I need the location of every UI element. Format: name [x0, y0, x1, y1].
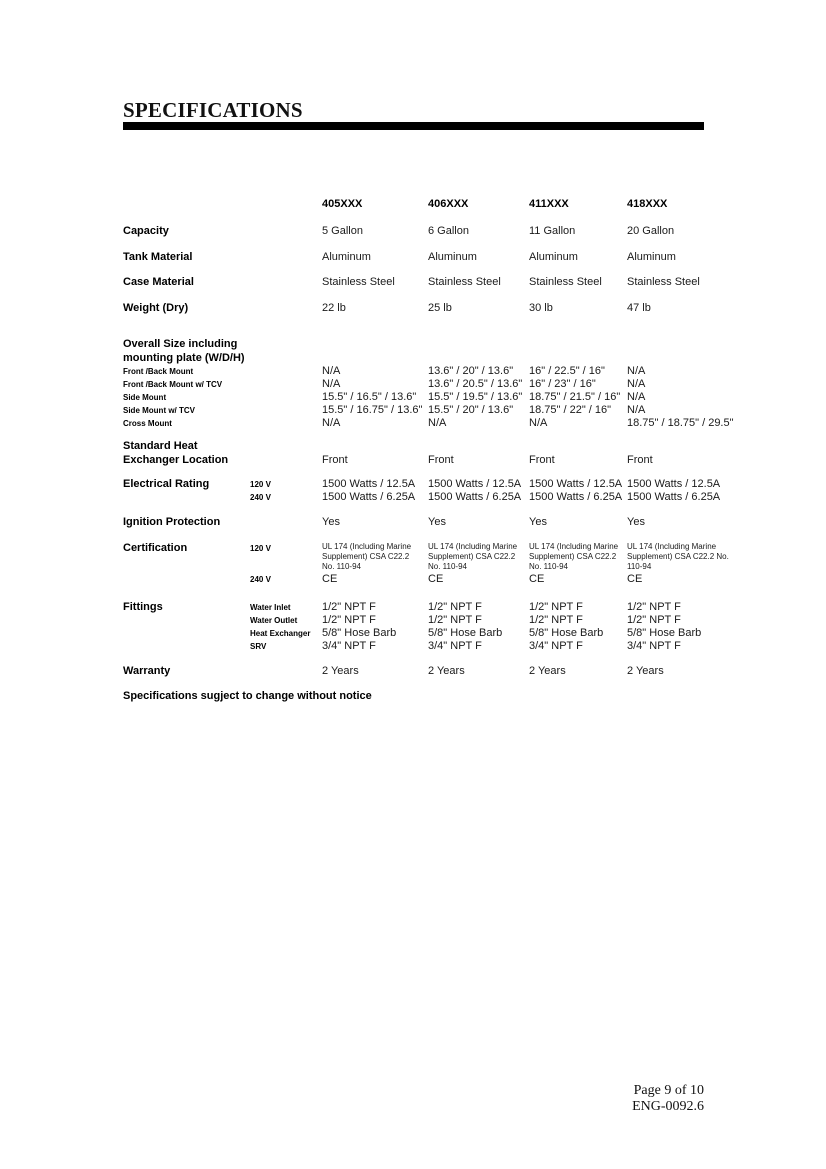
- footer-note: Specifications sugject to change without notice: [123, 690, 372, 702]
- row-front-back-mount-tcv: [123, 378, 763, 391]
- row-side-mount: [123, 391, 763, 404]
- spec-table: [123, 198, 763, 703]
- spec-cell: 20 Gallon: [627, 225, 675, 237]
- spec-cell: 15.5" / 16.5" / 13.6": [322, 391, 417, 403]
- spec-cell: 16" / 23" / 16": [529, 378, 596, 390]
- sub-label-240v: 240 V: [250, 575, 271, 584]
- row-ignition-protection: [123, 516, 763, 529]
- spec-cell: 16" / 22.5" / 16": [529, 365, 605, 377]
- sub-label-120v: 120 V: [250, 480, 271, 489]
- spec-cell: Aluminum: [428, 251, 477, 263]
- sub-label-heat-exchanger: Heat Exchanger: [250, 629, 311, 638]
- sub-label-srv: SRV: [250, 642, 267, 651]
- spec-cell: 3/4" NPT F: [428, 640, 482, 652]
- row-heat-exchanger-location: [123, 439, 763, 467]
- model-header-411xxx: 411XXX: [529, 198, 569, 210]
- row-label-fittings: Fittings: [123, 601, 163, 613]
- row-label-overall-size: Overall Size including mounting plate (W/D/H): [123, 338, 245, 364]
- row-overall-size-heading: [123, 337, 763, 365]
- spec-cell: Stainless Steel: [529, 276, 602, 288]
- spec-cell: 22 lb: [322, 302, 346, 314]
- spec-cell: 1500 Watts / 6.25A: [322, 491, 416, 503]
- spec-cell: 1500 Watts / 6.25A: [428, 491, 522, 503]
- row-certification-240v: [123, 573, 763, 586]
- spec-cell: Front: [428, 454, 454, 466]
- spec-cell: 5/8" Hose Barb: [529, 627, 604, 639]
- spec-cell: 3/4" NPT F: [627, 640, 681, 652]
- row-weight-dry: [123, 302, 763, 315]
- model-header-405xxx: 405XXX: [322, 198, 363, 210]
- spec-cell: 2 Years: [428, 665, 465, 677]
- row-fittings-water-outlet: [123, 614, 763, 627]
- row-label-capacity: Capacity: [123, 225, 169, 237]
- row-certification-120v: [123, 542, 763, 573]
- spec-cell: 1/2" NPT F: [627, 601, 681, 613]
- spec-cell: 5/8" Hose Barb: [322, 627, 397, 639]
- spec-cell: 15.5" / 19.5" / 13.6": [428, 391, 523, 403]
- spec-cell: CE: [322, 573, 338, 585]
- spec-cell: 1500 Watts / 12.5A: [627, 478, 721, 490]
- spec-cell: 3/4" NPT F: [529, 640, 583, 652]
- row-label-case-material: Case Material: [123, 276, 194, 288]
- row-label-front-back-mount-tcv: Front /Back Mount w/ TCV: [123, 380, 223, 389]
- spec-cell: 18.75" / 22" / 16": [529, 404, 612, 416]
- spec-cell: 1/2" NPT F: [529, 614, 583, 626]
- row-label-electrical-rating: Electrical Rating: [123, 478, 210, 490]
- spec-cell: 2 Years: [529, 665, 566, 677]
- spec-cell: 1/2" NPT F: [529, 601, 583, 613]
- spec-cell: CE: [529, 573, 545, 585]
- model-header-418xxx: 418XXX: [627, 198, 668, 210]
- row-label-front-back-mount: Front /Back Mount: [123, 367, 194, 376]
- spec-cell: Aluminum: [529, 251, 578, 263]
- spec-cell: 6 Gallon: [428, 225, 469, 237]
- spec-cell: N/A: [322, 378, 341, 390]
- spec-cell: 5/8" Hose Barb: [627, 627, 702, 639]
- spec-cell: 1500 Watts / 12.5A: [428, 478, 522, 490]
- spec-cell: 1500 Watts / 6.25A: [627, 491, 721, 503]
- title-rule: [123, 122, 704, 130]
- row-warranty: [123, 665, 763, 678]
- spec-cell: UL 174 (Including Marine Supplement) CSA C22.2 No. 110-94: [529, 542, 619, 571]
- model-header-row: [123, 198, 763, 211]
- spec-cell: 1/2" NPT F: [428, 601, 482, 613]
- sub-label-240v: 240 V: [250, 493, 271, 502]
- spec-cell: Yes: [529, 516, 547, 528]
- spec-cell: 2 Years: [322, 665, 359, 677]
- spec-cell: 5 Gallon: [322, 225, 363, 237]
- spec-cell: N/A: [322, 417, 341, 429]
- spec-cell: 1/2" NPT F: [322, 601, 376, 613]
- spec-cell: 13.6" / 20" / 13.6": [428, 365, 514, 377]
- row-label-side-mount: Side Mount: [123, 393, 167, 402]
- row-fittings-water-inlet: [123, 601, 763, 614]
- spec-cell: Aluminum: [627, 251, 676, 263]
- spec-cell: 3/4" NPT F: [322, 640, 376, 652]
- page-footer: [632, 1083, 704, 1115]
- spec-cell: N/A: [627, 378, 646, 390]
- row-label-tank-material: Tank Material: [123, 251, 193, 263]
- spec-cell: N/A: [627, 391, 646, 403]
- spec-cell: Yes: [322, 516, 340, 528]
- page-number: Page 9 of 10: [633, 1083, 704, 1098]
- row-label-warranty: Warranty: [123, 665, 171, 677]
- spec-cell: Yes: [428, 516, 446, 528]
- spec-cell: 11 Gallon: [529, 225, 576, 237]
- row-case-material: [123, 276, 763, 289]
- spec-cell: Stainless Steel: [322, 276, 395, 288]
- spec-cell: 47 lb: [627, 302, 651, 314]
- row-label-cross-mount: Cross Mount: [123, 419, 172, 428]
- row-fittings-heat-exchanger: [123, 627, 763, 640]
- row-tank-material: [123, 251, 763, 264]
- spec-cell: 13.6" / 20.5" / 13.6": [428, 378, 523, 390]
- row-electrical-rating-120v: [123, 478, 763, 491]
- row-fittings-srv: [123, 640, 763, 653]
- spec-cell: Front: [627, 454, 653, 466]
- model-header-406xxx: 406XXX: [428, 198, 469, 210]
- spec-cell: UL 174 (Including Marine Supplement) CSA C22.2 No. 110-94: [322, 542, 412, 571]
- spec-cell: Stainless Steel: [428, 276, 501, 288]
- spec-cell: 18.75" / 18.75" / 29.5": [627, 417, 734, 429]
- spec-cell: 15.5" / 16.75" / 13.6": [322, 404, 423, 416]
- spec-cell: 1/2" NPT F: [627, 614, 681, 626]
- sub-label-water-outlet: Water Outlet: [250, 616, 298, 625]
- row-label-certification: Certification: [123, 542, 188, 554]
- spec-cell: Yes: [627, 516, 645, 528]
- spec-cell: 1500 Watts / 6.25A: [529, 491, 623, 503]
- row-label-heat-exchanger-location: Standard Heat Exchanger Location: [123, 440, 229, 466]
- spec-cell: N/A: [529, 417, 548, 429]
- spec-cell: 2 Years: [627, 665, 664, 677]
- page-title: SPECIFICATIONS: [123, 98, 303, 122]
- spec-cell: 18.75" / 21.5" / 16": [529, 391, 621, 403]
- spec-cell: Front: [322, 454, 348, 466]
- spec-cell: N/A: [322, 365, 341, 377]
- spec-cell: 5/8" Hose Barb: [428, 627, 503, 639]
- row-electrical-rating-240v: [123, 491, 763, 504]
- spec-cell: Aluminum: [322, 251, 371, 263]
- spec-cell: N/A: [627, 365, 646, 377]
- spec-cell: UL 174 (Including Marine Supplement) CSA C22.2 No. 110-94: [428, 542, 518, 571]
- spec-cell: CE: [627, 573, 643, 585]
- spec-cell: N/A: [627, 404, 646, 416]
- spec-cell: 1500 Watts / 12.5A: [529, 478, 623, 490]
- row-side-mount-tcv: [123, 404, 763, 417]
- row-capacity: [123, 225, 763, 238]
- row-cross-mount: [123, 417, 763, 430]
- row-label-side-mount-tcv: Side Mount w/ TCV: [123, 406, 195, 415]
- spec-cell: 25 lb: [428, 302, 452, 314]
- spec-cell: N/A: [428, 417, 447, 429]
- spec-cell: 1500 Watts / 12.5A: [322, 478, 416, 490]
- spec-cell: UL 174 (Including Marine Supplement) CSA C22.2 No. 110-94: [627, 542, 729, 571]
- sub-label-water-inlet: Water Inlet: [250, 603, 291, 612]
- spec-cell: Front: [529, 454, 555, 466]
- spec-cell: 30 lb: [529, 302, 553, 314]
- row-front-back-mount: [123, 365, 763, 378]
- sub-label-120v: 120 V: [250, 544, 271, 553]
- spec-cell: CE: [428, 573, 444, 585]
- spec-cell: Stainless Steel: [627, 276, 700, 288]
- row-label-ignition-protection: Ignition Protection: [123, 516, 221, 528]
- doc-number: ENG-0092.6: [632, 1099, 704, 1114]
- spec-cell: 1/2" NPT F: [322, 614, 376, 626]
- spec-cell: 15.5" / 20" / 13.6": [428, 404, 514, 416]
- spec-cell: 1/2" NPT F: [428, 614, 482, 626]
- row-label-weight-dry: Weight (Dry): [123, 302, 189, 314]
